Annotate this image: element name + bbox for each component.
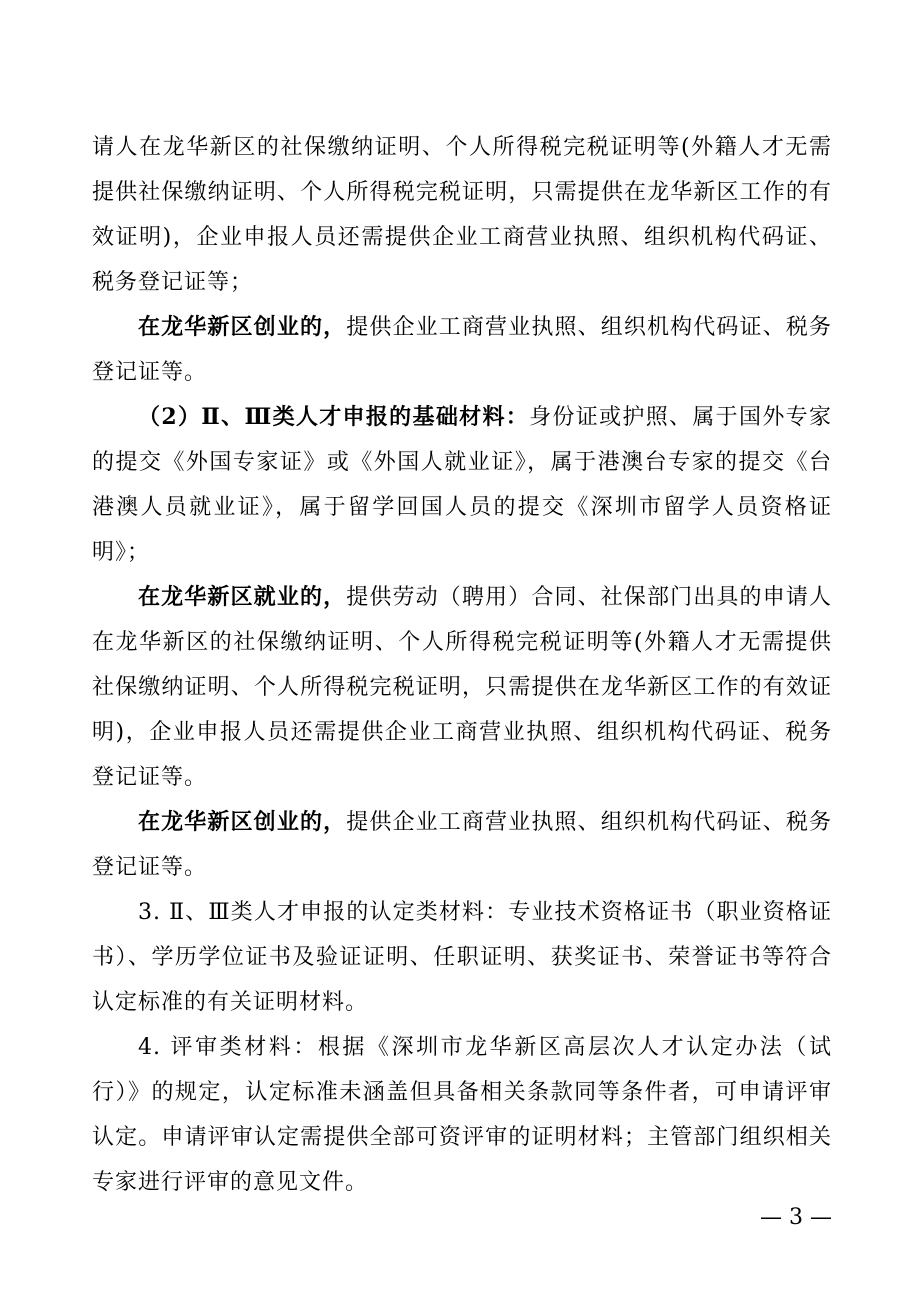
paragraph-review-materials: [92, 1025, 832, 1205]
paragraph-basic-materials: [92, 395, 832, 575]
paragraph-recognition-materials: [92, 890, 832, 1025]
paragraph-text: 3. Ⅱ、Ⅲ类人才申报的认定类材料：专业技术资格证书（职业资格证书）、学历学位证书及验证证明、任职证明、获奖证书、荣誉证书等符合认定标准的有关证明材料。: [92, 900, 832, 1015]
paragraph-lead: 在龙华新区创业的，: [138, 809, 347, 835]
paragraph-text: 身份证或护照、属于国外专家的提交《外国专家证》或《外国人就业证》，属于港澳台专家的提交《台港澳人员就业证》，属于留学回国人员的提交《深圳市留学人员资格证明》；: [92, 405, 832, 565]
paragraph-text: 提供劳动（聘用）合同、社保部门出具的申请人在龙华新区的社保缴纳证明、个人所得税完税证明等(外籍人才无需提供社保缴纳证明、个人所得税完税证明，只需提供在龙华新区工作的有效证明)，企业申报人员还需提供企业工商营业执照、组织机构代码证、税务登记证等。: [92, 585, 832, 790]
paragraph-lead: （2）Ⅱ、Ⅲ类人才申报的基础材料：: [138, 404, 530, 430]
paragraph-text: 请人在龙华新区的社保缴纳证明、个人所得税完税证明等(外籍人才无需提供社保缴纳证明、个人所得税完税证明，只需提供在龙华新区工作的有效证明)，企业申报人员还需提供企业工商营业执照、组织机构代码证、税务登记证等；: [92, 135, 832, 295]
page-number: — 3 —: [760, 1205, 832, 1230]
paragraph-lead: 在龙华新区创业的，: [138, 314, 347, 340]
document-body: [92, 125, 832, 1205]
paragraph-text: 提供企业工商营业执照、组织机构代码证、税务登记证等。: [92, 315, 832, 385]
paragraph-continuation: [92, 125, 832, 305]
paragraph-lead: 在龙华新区就业的，: [138, 584, 347, 610]
paragraph-text: 4. 评审类材料：根据《深圳市龙华新区高层次人才认定办法（试行）》的规定，认定标准未涵盖但具备相关条款同等条件者，可申请评审认定。申请评审认定需提供全部可资评审的证明材料；主管部门组织相关专家进行评审的意见文件。: [92, 1035, 832, 1195]
paragraph-employment: [92, 575, 832, 800]
paragraph-startup: [92, 305, 832, 395]
paragraph-text: 提供企业工商营业执照、组织机构代码证、税务登记证等。: [92, 810, 832, 880]
paragraph-startup: [92, 800, 832, 890]
